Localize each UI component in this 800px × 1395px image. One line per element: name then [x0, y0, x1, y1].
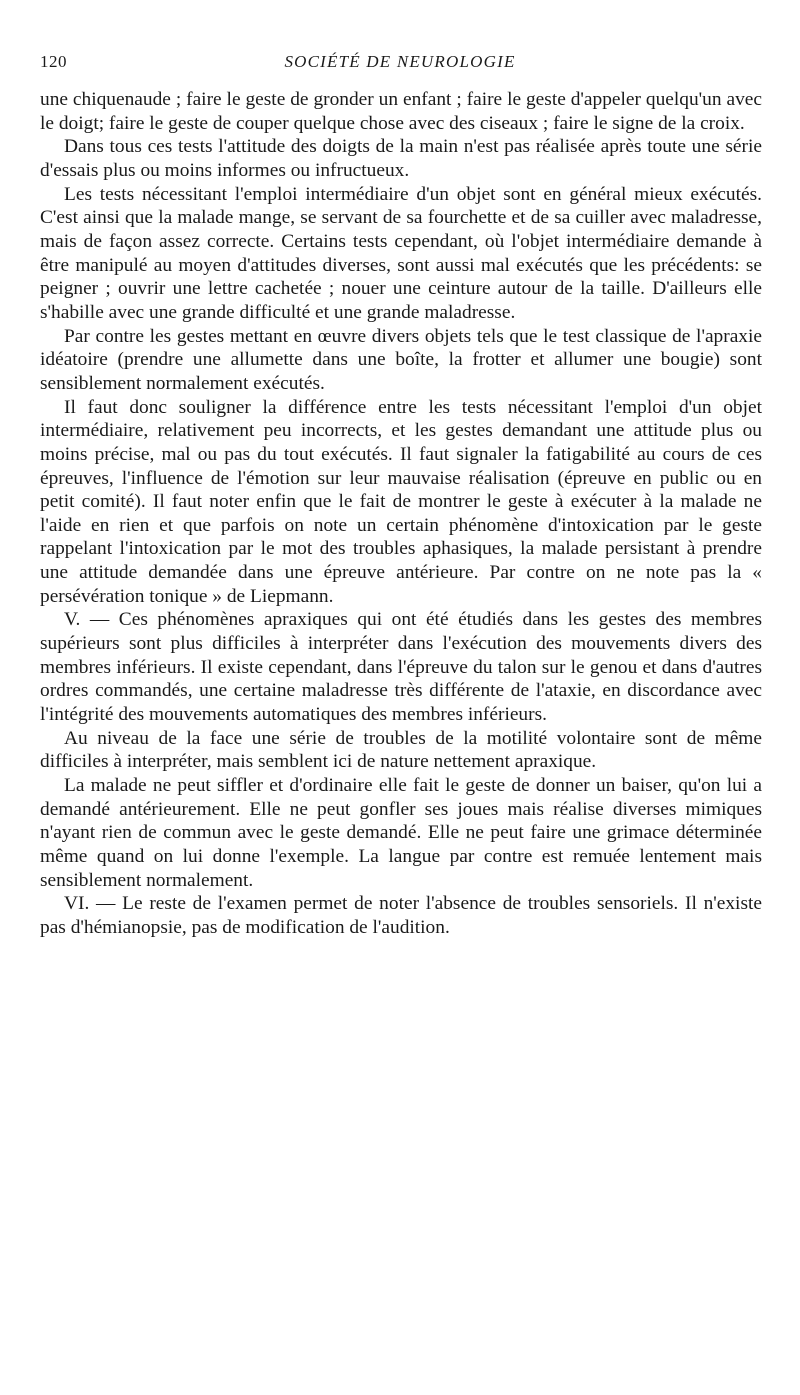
- paragraph: Il faut donc souligner la différence entre les tests nécessitant l'emploi d'un objet intermédiaire, relativement peu incorrects, et les gestes demandant une attitude plus ou moins précise, mal ou pas du tout exécutés. Il faut signaler la fatigabilité au cours de ces épreuves, l'influence de l'émotion sur leur mauvaise réalisation (épreuve en public ou en petit comité). Il faut noter enfin que le fait de montrer le geste à exécuter à la malade ne l'aide en rien et que parfois on note un certain phénomène d'intoxication par le geste rappelant l'intoxication par le mot des troubles aphasiques, la malade persistant à prendre une attitude demandée dans une épreuve antérieure. Par contre on ne note pas la « persévération tonique » de Liepmann.: [40, 396, 762, 607]
- paragraph: Dans tous ces tests l'attitude des doigts de la main n'est pas réalisée après toute une série d'essais plus ou moins informes ou infructueux.: [40, 136, 762, 181]
- paragraph: Les tests nécessitant l'emploi intermédiaire d'un objet sont en général mieux exécutés. C'est ainsi que la malade mange, se servant de sa fourchette et de sa cuiller avec maladresse, mais de façon assez correcte. Certains tests cependant, où l'objet intermédiaire demande à être manipulé au moyen d'attitudes diverses, sont aussi mal exécutés que les précédents: se peigner ; ouvrir une lettre cachetée ; nouer une ceinture autour de la taille. D'ailleurs elle s'habille avec une grande difficulté et une grande maladresse.: [40, 183, 762, 323]
- paragraph: Par contre les gestes mettant en œuvre divers objets tels que le test classique de l'apraxie idéatoire (prendre une allumette dans une boîte, la frotter et allumer une bougie) sont sensiblement normalement exécutés.: [40, 325, 762, 394]
- paragraph-section-v: V. — Ces phénomènes apraxiques qui ont été étudiés dans les gestes des membres supérieurs sont plus difficiles à interpréter dans l'exécution des mouvements divers des membres inférieurs. Il existe cependant, dans l'épreuve du talon sur le genou et dans d'autres ordres commandés, une certaine maladresse très différente de l'ataxie, en discordance avec l'intégrité des mouvements automatiques des membres inférieurs.: [40, 609, 762, 726]
- page-number: 120: [40, 52, 67, 71]
- paragraph-continuation: une chiquenaude ; faire le geste de gronder un enfant ; faire le geste d'appeler quelqu'un avec le doigt; faire le geste de couper quelque chose avec des ciseaux ; faire le signe de la croix.: [40, 89, 762, 134]
- running-title: SOCIÉTÉ DE NEUROLOGIE: [284, 52, 516, 71]
- paragraph-section-vi: VI. — Le reste de l'examen permet de noter l'absence de troubles sensoriels. Il n'existe pas d'hémianopsie, pas de modification de l'audition.: [40, 893, 762, 938]
- page-header: [40, 52, 760, 76]
- paragraph: Au niveau de la face une série de troubles de la motilité volontaire sont de même difficiles à interpréter, mais semblent ici de nature nettement apraxique.: [40, 727, 762, 773]
- paragraph: La malade ne peut siffler et d'ordinaire elle fait le geste de donner un baiser, qu'on lui a demandé antérieurement. Elle ne peut gonfler ses joues mais réalise diverses mimiques n'ayant rien de commun avec le geste demandé. Elle ne peut faire une grimace déterminée même quand on lui donne l'exemple. La langue par contre est remuée lentement mais sensiblement normalement.: [40, 775, 762, 891]
- body-text: [40, 88, 762, 940]
